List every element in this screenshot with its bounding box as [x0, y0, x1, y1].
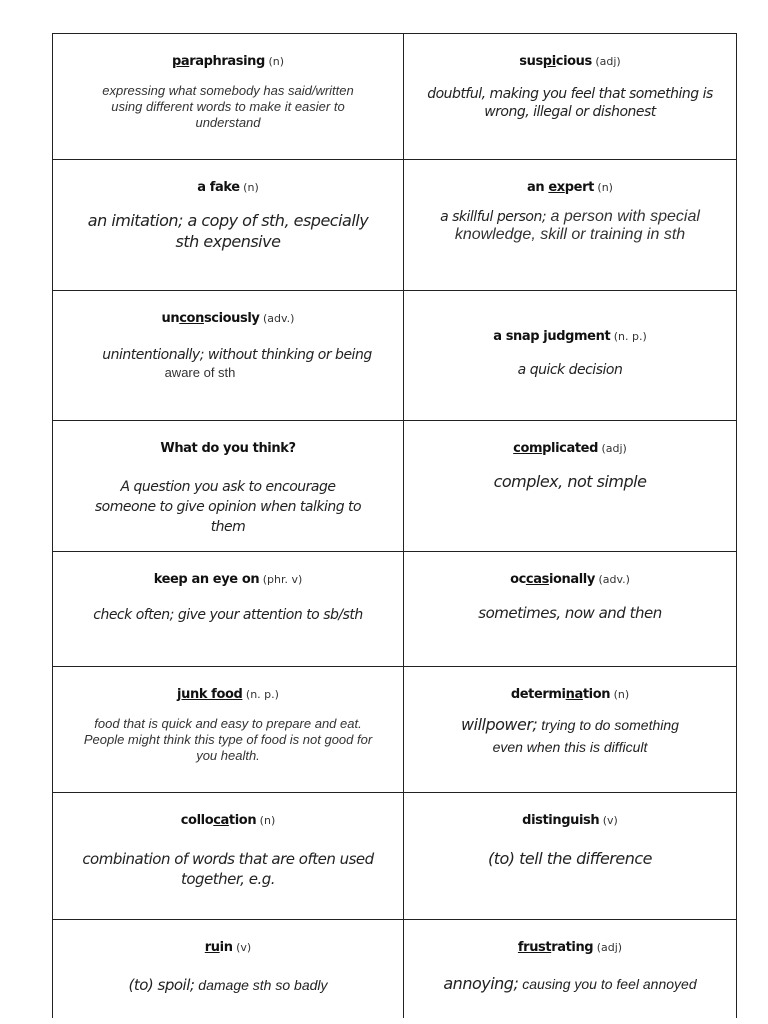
card-term: suspicious (adj)	[519, 54, 621, 69]
card-row	[53, 552, 737, 667]
card-row	[53, 793, 737, 920]
card-term: distinguish (v)	[522, 813, 618, 828]
card-definition: unintentionally; without thinking or being aware of sth	[102, 347, 372, 380]
vocab-card	[404, 421, 737, 551]
card-term: unconsciously (adv.)	[161, 311, 295, 326]
part-of-speech: (adv.)	[259, 312, 295, 325]
part-of-speech: (n. p.)	[242, 688, 279, 701]
card-definition: (to) spoil; damage sth so badly	[128, 976, 328, 994]
vocab-card	[53, 34, 404, 159]
part-of-speech: (v)	[232, 941, 252, 954]
vocab-card	[404, 291, 737, 420]
card-term: keep an eye on (phr. v)	[153, 572, 303, 587]
part-of-speech: (n)	[593, 181, 613, 194]
part-of-speech: (phr. v)	[259, 573, 303, 586]
card-row	[53, 667, 737, 793]
card-term: a snap judgment (n. p.)	[493, 329, 647, 344]
card-definition: A question you ask to encourage someone to give opinion when talking to them	[94, 479, 362, 535]
card-definition: annoying; causing you to feel annoyed	[443, 974, 697, 993]
card-definition: expressing what somebody has said/written using different words to make it easier to understand	[102, 83, 354, 130]
card-definition: doubtful, making you feel that something is wrong, illegal or dishonest	[427, 86, 713, 120]
vocab-card	[404, 667, 737, 792]
vocab-card	[53, 667, 404, 792]
part-of-speech: (n)	[610, 688, 630, 701]
card-term: junk food (n. p.)	[177, 687, 279, 702]
card-term: ruin (v)	[204, 940, 252, 955]
part-of-speech: (adj)	[597, 442, 627, 455]
vocab-card	[404, 793, 737, 919]
card-term: an expert (n)	[527, 180, 613, 195]
part-of-speech: (v)	[599, 814, 618, 827]
card-definition: sometimes, now and then	[478, 604, 662, 622]
vocabulary-card-grid	[52, 33, 737, 1018]
vocab-card	[53, 793, 404, 919]
vocab-card	[404, 160, 737, 290]
part-of-speech: (n)	[256, 814, 276, 827]
card-definition: combination of words that are often used together, e.g.	[82, 850, 374, 888]
card-definition: willpower; trying to do something even when this is difficult	[461, 715, 679, 755]
card-row	[53, 34, 737, 160]
vocab-card	[53, 421, 404, 551]
part-of-speech: (adv.)	[594, 573, 630, 586]
card-term: collocation (n)	[180, 813, 276, 828]
card-definition: (to) tell the difference	[488, 849, 652, 868]
card-row	[53, 291, 737, 421]
vocab-card	[404, 920, 737, 1018]
vocab-card	[53, 291, 404, 420]
vocab-card	[404, 552, 737, 666]
part-of-speech: (n)	[264, 55, 285, 68]
part-of-speech: (n)	[239, 181, 259, 194]
card-definition: check often; give your attention to sb/sth	[93, 607, 363, 623]
card-definition: a quick decision	[517, 362, 623, 378]
vocab-card	[53, 552, 404, 666]
vocab-card	[53, 920, 404, 1018]
card-row	[53, 160, 737, 291]
card-term: complicated (adj)	[513, 441, 627, 456]
vocab-card	[404, 34, 737, 159]
part-of-speech: (adj)	[591, 55, 621, 68]
vocab-card	[53, 160, 404, 290]
card-term: paraphrasing (n)	[171, 54, 285, 69]
part-of-speech: (n. p.)	[610, 330, 647, 343]
card-row	[53, 920, 737, 1018]
card-term: determination (n)	[510, 687, 630, 702]
card-row	[53, 421, 737, 552]
card-definition: food that is quick and easy to prepare and eat. People might think this type of food is not good for you health.	[83, 716, 373, 763]
card-definition: a skillful person; a person with special knowledge, skill or training in sth	[440, 208, 700, 243]
card-term: What do you think?	[160, 441, 296, 456]
card-term: a fake (n)	[197, 180, 259, 195]
card-definition: an imitation; a copy of sth, especially sth expensive	[87, 211, 369, 251]
card-term: occasionally (adv.)	[510, 572, 630, 587]
card-definition: complex, not simple	[493, 472, 647, 491]
card-term: frustrating (adj)	[517, 940, 623, 955]
part-of-speech: (adj)	[593, 941, 623, 954]
